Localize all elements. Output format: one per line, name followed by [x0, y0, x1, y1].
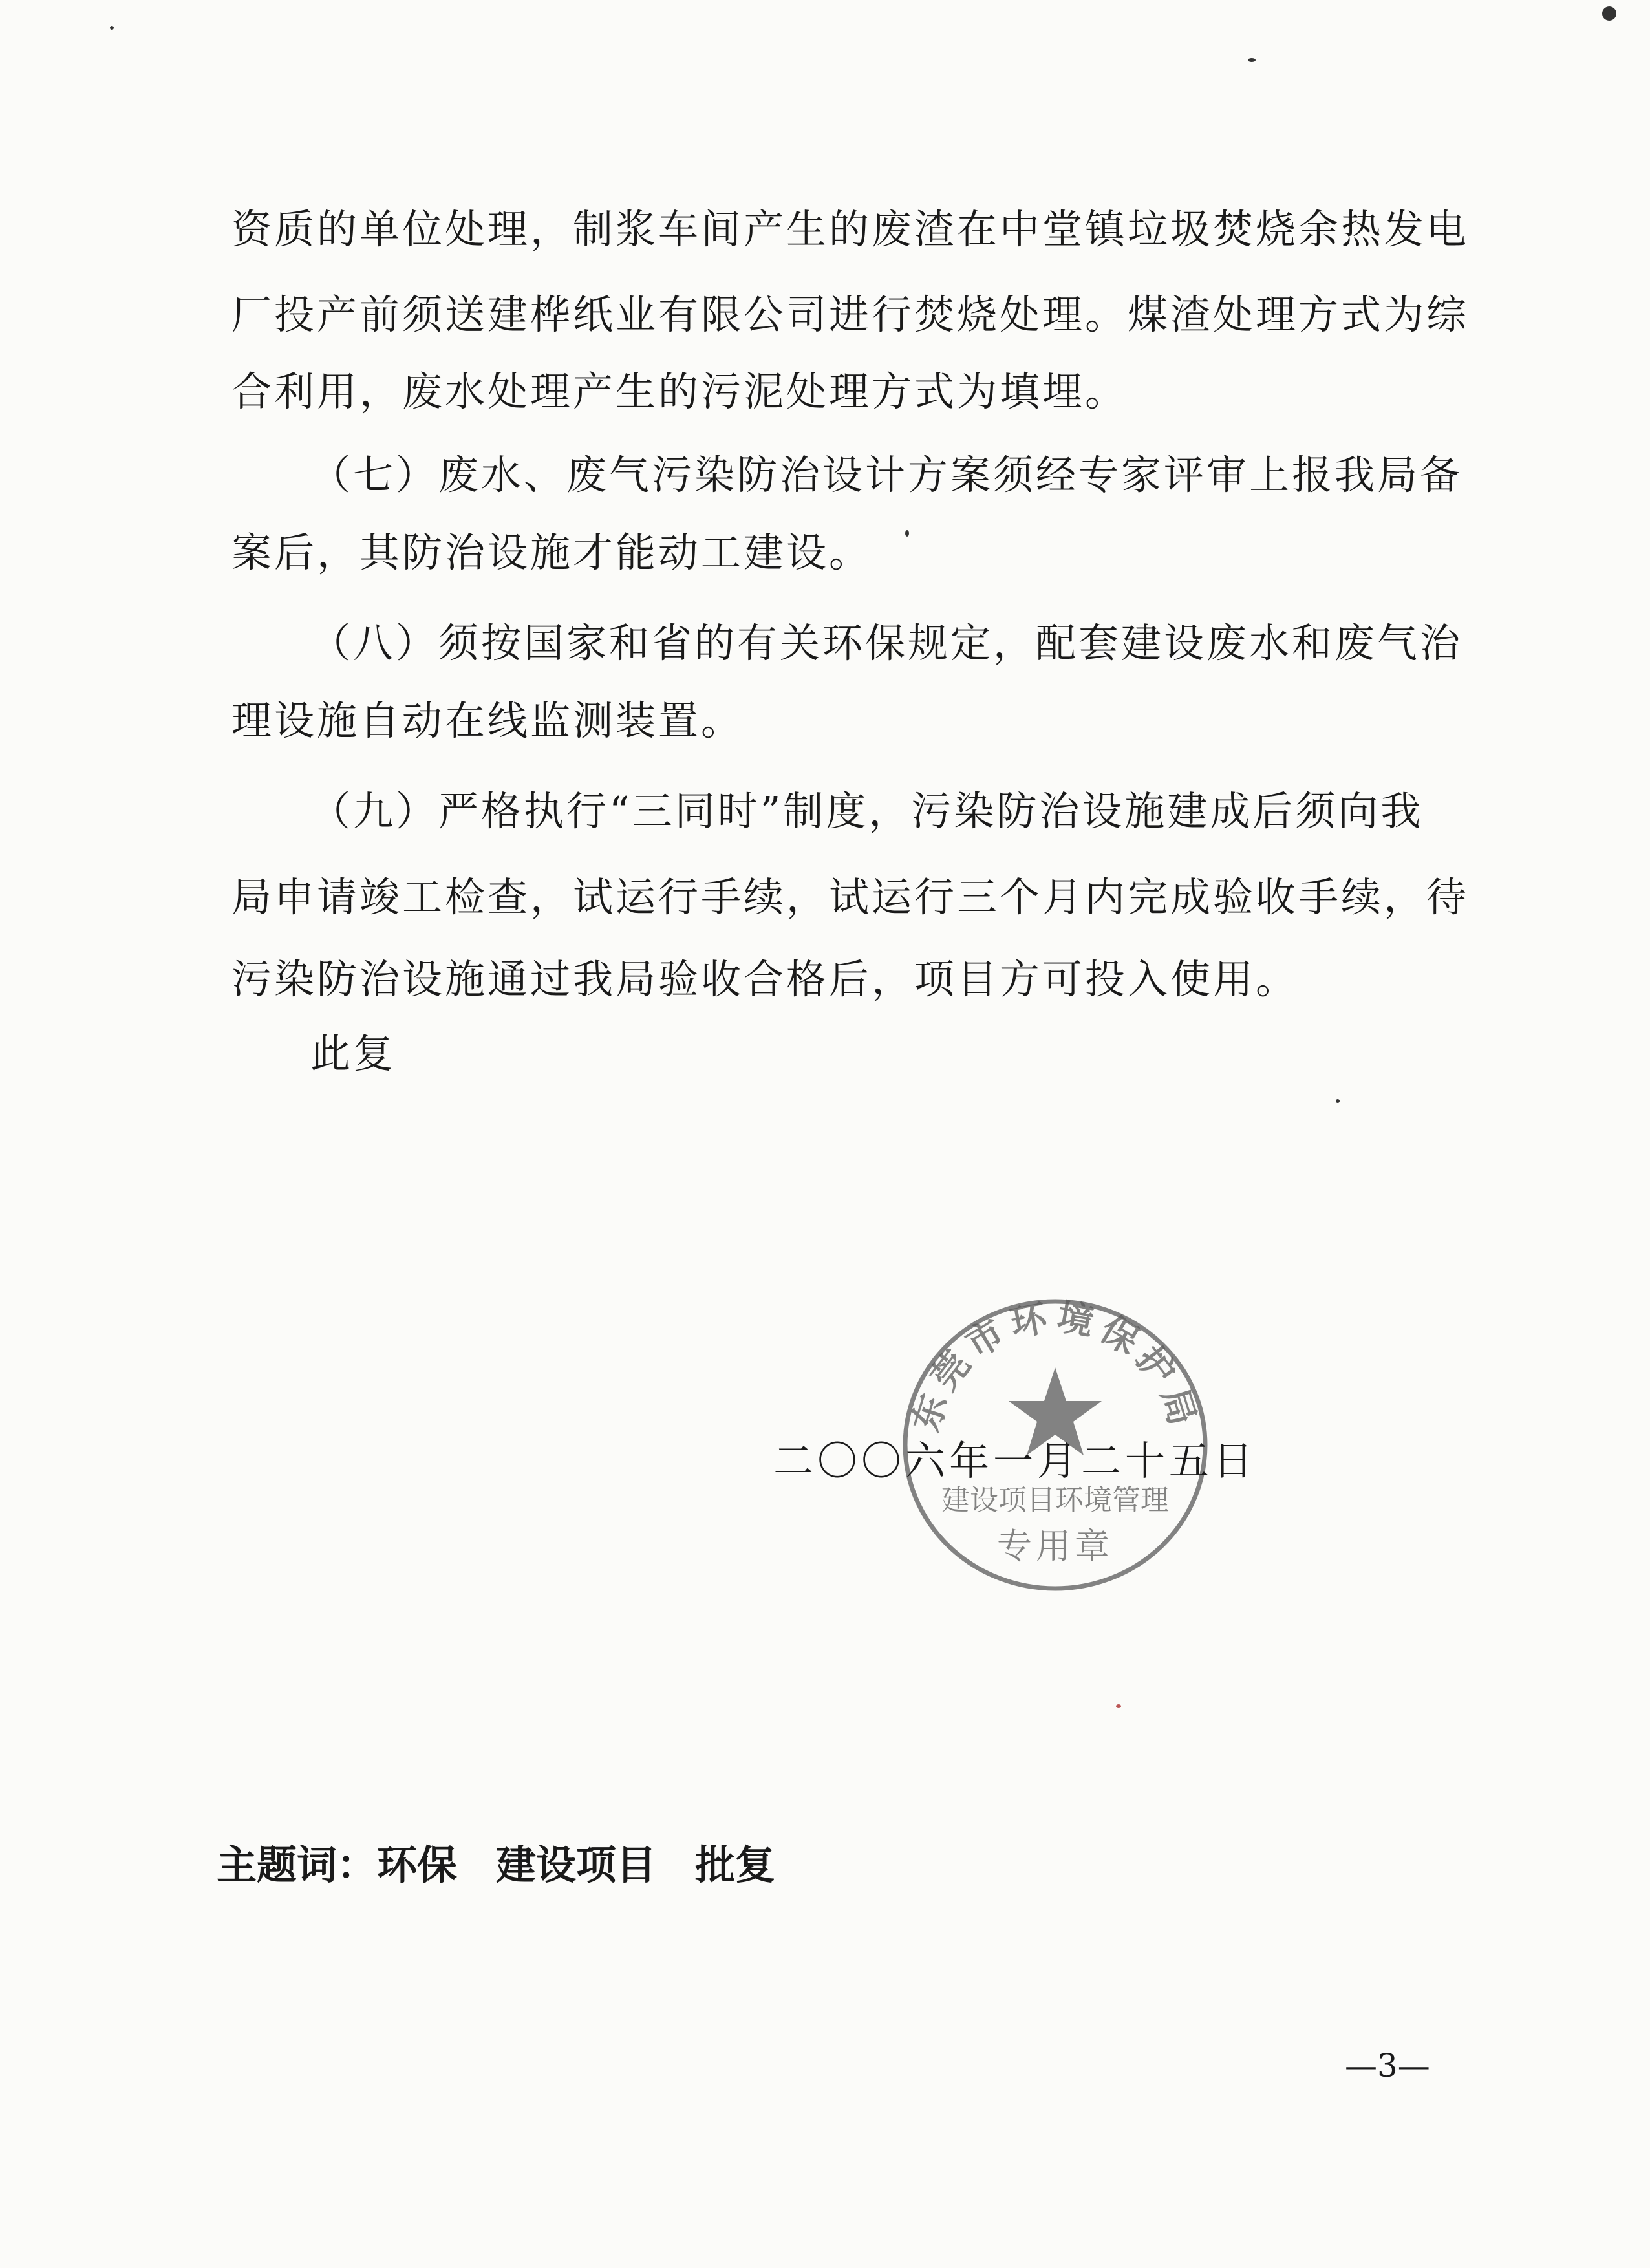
closing-remark: 此复 — [310, 1030, 396, 1077]
scan-speck — [1248, 58, 1256, 62]
keywords-label: 主题词： — [217, 1841, 378, 1888]
subject-keywords — [217, 1839, 814, 1891]
scan-speck — [905, 530, 909, 537]
item-7-line-1: （七）废水、废气污染防治设计方案须经专家评审上报我局备 — [310, 451, 1463, 498]
item-9-line-3: 污染防治设施通过我局验收合格后，项目方可投入使用。 — [231, 956, 1299, 1003]
item-9-line-2: 局申请竣工检查，试运行手续，试运行三个月内完成验收手续，待 — [231, 873, 1470, 921]
issue-date: 二〇〇六年一月二十五日 — [773, 1437, 1258, 1484]
scan-speck — [110, 26, 114, 30]
svg-text:东莞市环境保护局: 东莞市环境保护局 — [905, 1296, 1206, 1437]
item-7-line-2: 案后，其防治设施才能动工建设。 — [231, 529, 872, 576]
body-line-3: 合利用，废水处理产生的污泥处理方式为填埋。 — [231, 368, 1128, 415]
keyword-item: 建设项目 — [496, 1841, 657, 1888]
page-number: —3— — [1345, 2047, 1430, 2084]
keyword-item: 环保 — [377, 1841, 458, 1888]
item-9-line-1: （九）严格执行“三同时”制度，污染防治设施建成后须向我 — [310, 787, 1424, 835]
scan-speck — [1116, 1704, 1121, 1708]
item-8-line-2: 理设施自动在线监测装置。 — [231, 697, 744, 744]
svg-text:建设项目环境管理: 建设项目环境管理 — [941, 1484, 1169, 1517]
body-line-2: 厂投产前须送建桦纸业有限公司进行焚烧处理。煤渣处理方式为综 — [231, 291, 1470, 338]
scan-speck — [1602, 6, 1616, 21]
body-line-1: 资质的单位处理，制浆车间产生的废渣在中堂镇垃圾焚烧余热发电 — [231, 206, 1470, 253]
scan-speck — [1336, 1099, 1340, 1103]
svg-text:专用章: 专用章 — [997, 1526, 1113, 1567]
item-8-line-1: （八）须按国家和省的有关环保规定，配套建设废水和废气治 — [310, 619, 1463, 667]
keyword-item: 批复 — [695, 1841, 776, 1888]
